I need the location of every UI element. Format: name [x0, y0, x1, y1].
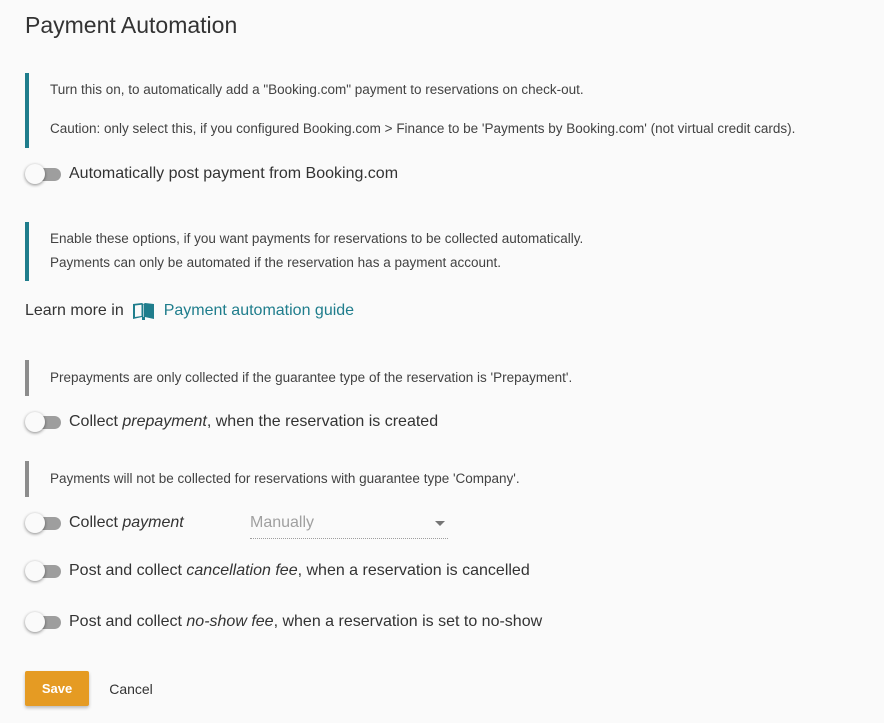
booking-payment-label: Automatically post payment from Booking.com: [69, 165, 399, 182]
label-text: Collect: [69, 514, 123, 531]
booking-toggle-row: [25, 164, 398, 184]
toggle-thumb: [25, 412, 45, 432]
automation-info-box: [25, 222, 845, 281]
noshow-toggle-row: [25, 612, 542, 632]
label-emphasis: no-show fee: [186, 613, 274, 630]
toggle-thumb: [25, 164, 45, 184]
book-icon: [132, 301, 155, 321]
noshow-fee-label: [69, 613, 542, 631]
booking-info-box: [25, 73, 845, 148]
prepayment-toggle-row: [25, 412, 438, 432]
label-text: Post and collect: [69, 613, 187, 630]
automation-info-line-2: Payments can only be automated if the reservation has a payment account.: [50, 255, 502, 270]
label-text: Collect: [69, 413, 123, 430]
cancellation-fee-toggle[interactable]: [25, 561, 61, 581]
chevron-down-icon: [435, 521, 445, 526]
label-text: Post and collect: [69, 562, 187, 579]
booking-info-line-1: Turn this on, to automatically add a "Booking.com" payment to reservations on check-out.: [50, 82, 584, 97]
label-text: , when a reservation is cancelled: [297, 562, 530, 579]
cancellation-toggle-row: [25, 561, 530, 581]
cancellation-fee-label: [69, 562, 530, 580]
learn-more-row: [25, 301, 354, 321]
automation-info-line-1: Enable these options, if you want payments for reservations to be collected automatically.: [50, 231, 584, 246]
payment-toggle-row: [25, 513, 184, 533]
booking-info-line-2: Caution: only select this, if you configured Booking.com > Finance to be 'Payments by Booking.com' (not virtual credit cards).: [50, 121, 796, 136]
toggle-thumb: [25, 561, 45, 581]
toggle-thumb: [25, 513, 45, 533]
noshow-fee-toggle[interactable]: [25, 612, 61, 632]
toggle-thumb: [25, 612, 45, 632]
payment-automation-guide-link[interactable]: Payment automation guide: [163, 302, 355, 319]
payment-label: [69, 514, 184, 532]
company-info-box: [25, 461, 845, 497]
payment-mode-value: Manually: [250, 514, 315, 531]
label-emphasis: payment: [122, 514, 184, 531]
label-emphasis: cancellation fee: [186, 562, 298, 579]
label-text: , when the reservation is created: [206, 413, 439, 430]
prepayment-toggle[interactable]: [25, 412, 61, 432]
label-text: , when a reservation is set to no-show: [273, 613, 543, 630]
learn-more-prefix: Learn more in: [25, 302, 124, 319]
prepayment-info-box: [25, 360, 845, 396]
payment-toggle[interactable]: [25, 513, 61, 533]
prepayment-info-text: Prepayments are only collected if the guarantee type of the reservation is 'Prepayment'.: [50, 370, 573, 385]
payment-mode-select[interactable]: [250, 512, 448, 539]
page-title: Payment Automation: [25, 12, 238, 38]
company-info-text: Payments will not be collected for reservations with guarantee type 'Company'.: [50, 471, 520, 486]
save-button[interactable]: Save: [25, 671, 89, 706]
label-emphasis: prepayment: [122, 413, 207, 430]
prepayment-label: [69, 413, 438, 431]
booking-payment-toggle[interactable]: [25, 164, 61, 184]
cancel-button[interactable]: Cancel: [97, 671, 165, 706]
